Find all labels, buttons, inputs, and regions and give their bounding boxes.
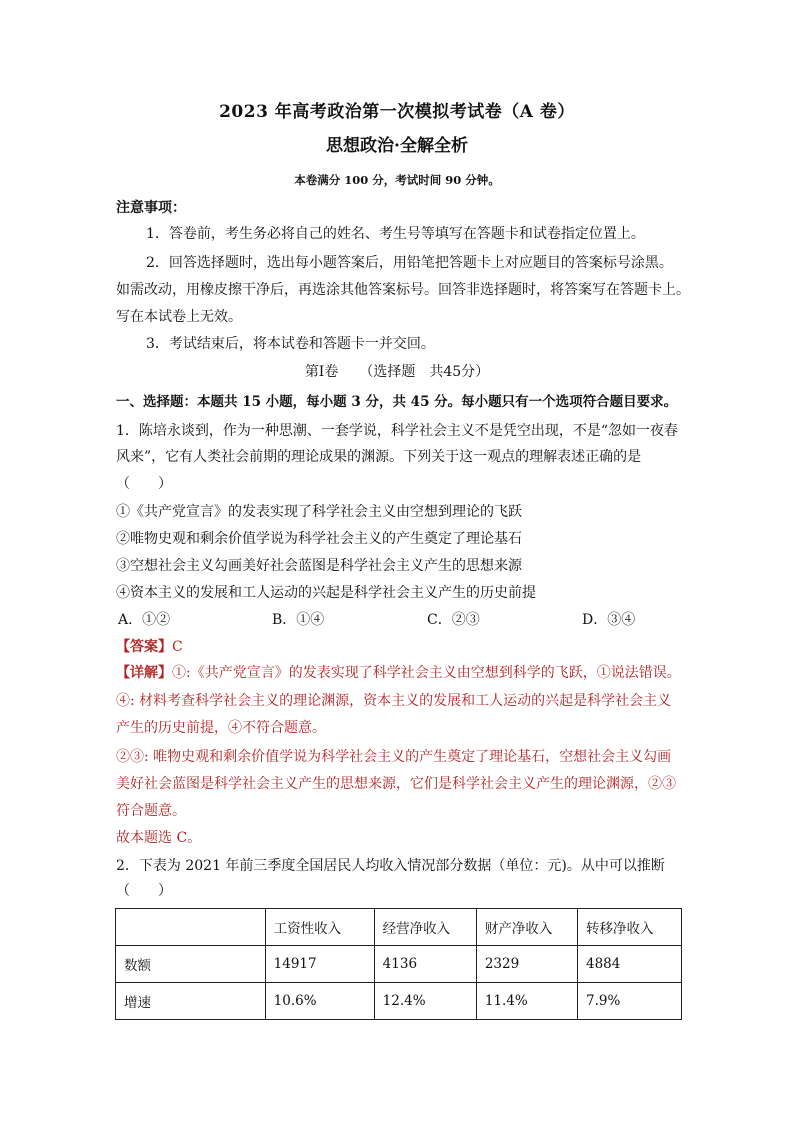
table-cell: 10.6% [265, 983, 374, 1020]
table-cell: 14917 [265, 946, 374, 983]
note-item-3: 3．考试结束后，将本试卷和答题卡一并交回。 [146, 336, 435, 352]
notes-heading: 注意事项： [116, 200, 186, 216]
note-item-1: 1．答卷前，考生务必将自己的姓名、考生号等填写在答题卡和试卷指定位置上。 [146, 226, 645, 242]
exam-subtitle: 思想政治·全解全析 [326, 136, 468, 156]
q1-statement-1: ①《共产党宣言》的发表实现了科学社会主义由空想到理论的飞跃 [116, 504, 522, 520]
q1-answer [116, 636, 183, 656]
q1-conclusion: 故本题选 C。 [116, 830, 202, 846]
q1-detail-2-cont: 产生的历史前提，④不符合题意。 [116, 720, 326, 736]
table-cell: 7.9% [578, 983, 682, 1020]
table-cell: 数额 [116, 946, 266, 983]
q1-option-c: C．②③ [427, 612, 480, 628]
table-cell: 12.4% [374, 983, 476, 1020]
detail-text: ①:《共产党宣言》的发表实现了科学社会主义由空想到科学的飞跃， [172, 665, 597, 681]
table-cell: 2329 [476, 946, 577, 983]
table-cell: 4884 [578, 946, 682, 983]
table-cell: 增速 [116, 983, 266, 1020]
income-table [115, 908, 682, 1020]
note-item-2-cont: 如需改动，用橡皮擦干净后，再选涂其他答案标号。回答非选择题时，将答案写在答题卡上。 [116, 282, 690, 298]
q1-stem: 1．陈培永谈到，作为一种思潮、一套学说，科学社会主义不是凭空出现，不是“忽如一夜春 [116, 423, 679, 439]
note-item-2-cont: 写在本试卷上无效。 [116, 309, 242, 325]
q1-statement-3: ③空想社会主义勾画美好社会蓝图是科学社会主义产生的思想来源 [116, 558, 522, 574]
q1-option-b: B．①④ [272, 612, 325, 628]
table-row [116, 946, 682, 983]
q1-detail-3: ②③: 唯物史观和剩余价值学说为科学社会主义的产生奠定了理论基石，空想社会主义勾画 [116, 749, 672, 765]
q1-blank: （ ） [116, 476, 172, 492]
q1-statement-2: ②唯物史观和剩余价值学说为科学社会主义的产生奠定了理论基石 [116, 531, 522, 547]
table-row [116, 983, 682, 1020]
detail-label: 【详解】 [116, 665, 172, 681]
q1-detail-1 [116, 662, 681, 682]
exam-title: 2023 年高考政治第一次模拟考试卷（A 卷） [219, 102, 575, 122]
answer-label: 【答案】 [116, 639, 172, 655]
table-header-cell: 经营净收入 [374, 909, 476, 946]
table-header-row [116, 909, 682, 946]
q1-detail-3-cont: 符合题意。 [116, 803, 186, 819]
part-instructions: 一、选择题：本题共 15 小题，每小题 3 分，共 45 分。每小题只有一个选项符合题目要求。 [116, 394, 678, 410]
table-header-cell [116, 909, 266, 946]
table-header-cell: 工资性收入 [265, 909, 374, 946]
table-header-cell: 财产净收入 [476, 909, 577, 946]
q1-stem-cont: 风来”，它有人类社会前期的理论成果的渊源。下列关于这一观点的理解表述正确的是 [116, 449, 642, 465]
q2-blank: （ ） [116, 883, 172, 899]
q1-statement-4: ④资本主义的发展和工人运动的兴起是科学社会主义产生的历史前提 [116, 585, 536, 601]
table-header-cell: 转移净收入 [578, 909, 682, 946]
q1-detail-3-cont: 美好社会蓝图是科学社会主义产生的思想来源，它们是科学社会主义产生的理论渊源，②③ [116, 776, 676, 792]
part-title: 第Ⅰ卷 （选择题 共45分） [304, 364, 490, 380]
table-cell: 11.4% [476, 983, 577, 1020]
answer-value: C [172, 639, 183, 655]
q1-option-d: D．③④ [582, 612, 636, 628]
q2-stem: 2．下表为 2021 年前三季度全国居民人均收入情况部分数据（单位：元)。从中可以推断 [116, 858, 665, 874]
q1-option-a: A．①② [118, 612, 171, 628]
detail-verdict: ①说法错误。 [596, 665, 681, 681]
score-note: 本卷满分 100 分，考试时间 90 分钟。 [294, 173, 500, 187]
q1-detail-2: ④: 材料考查科学社会主义的理论渊源，资本主义的发展和工人运动的兴起是科学社会主义 [116, 693, 672, 709]
note-item-2: 2．回答选择题时，选出每小题答案后，用铅笔把答题卡上对应题目的答案标号涂黑。 [146, 255, 673, 271]
table-cell: 4136 [374, 946, 476, 983]
